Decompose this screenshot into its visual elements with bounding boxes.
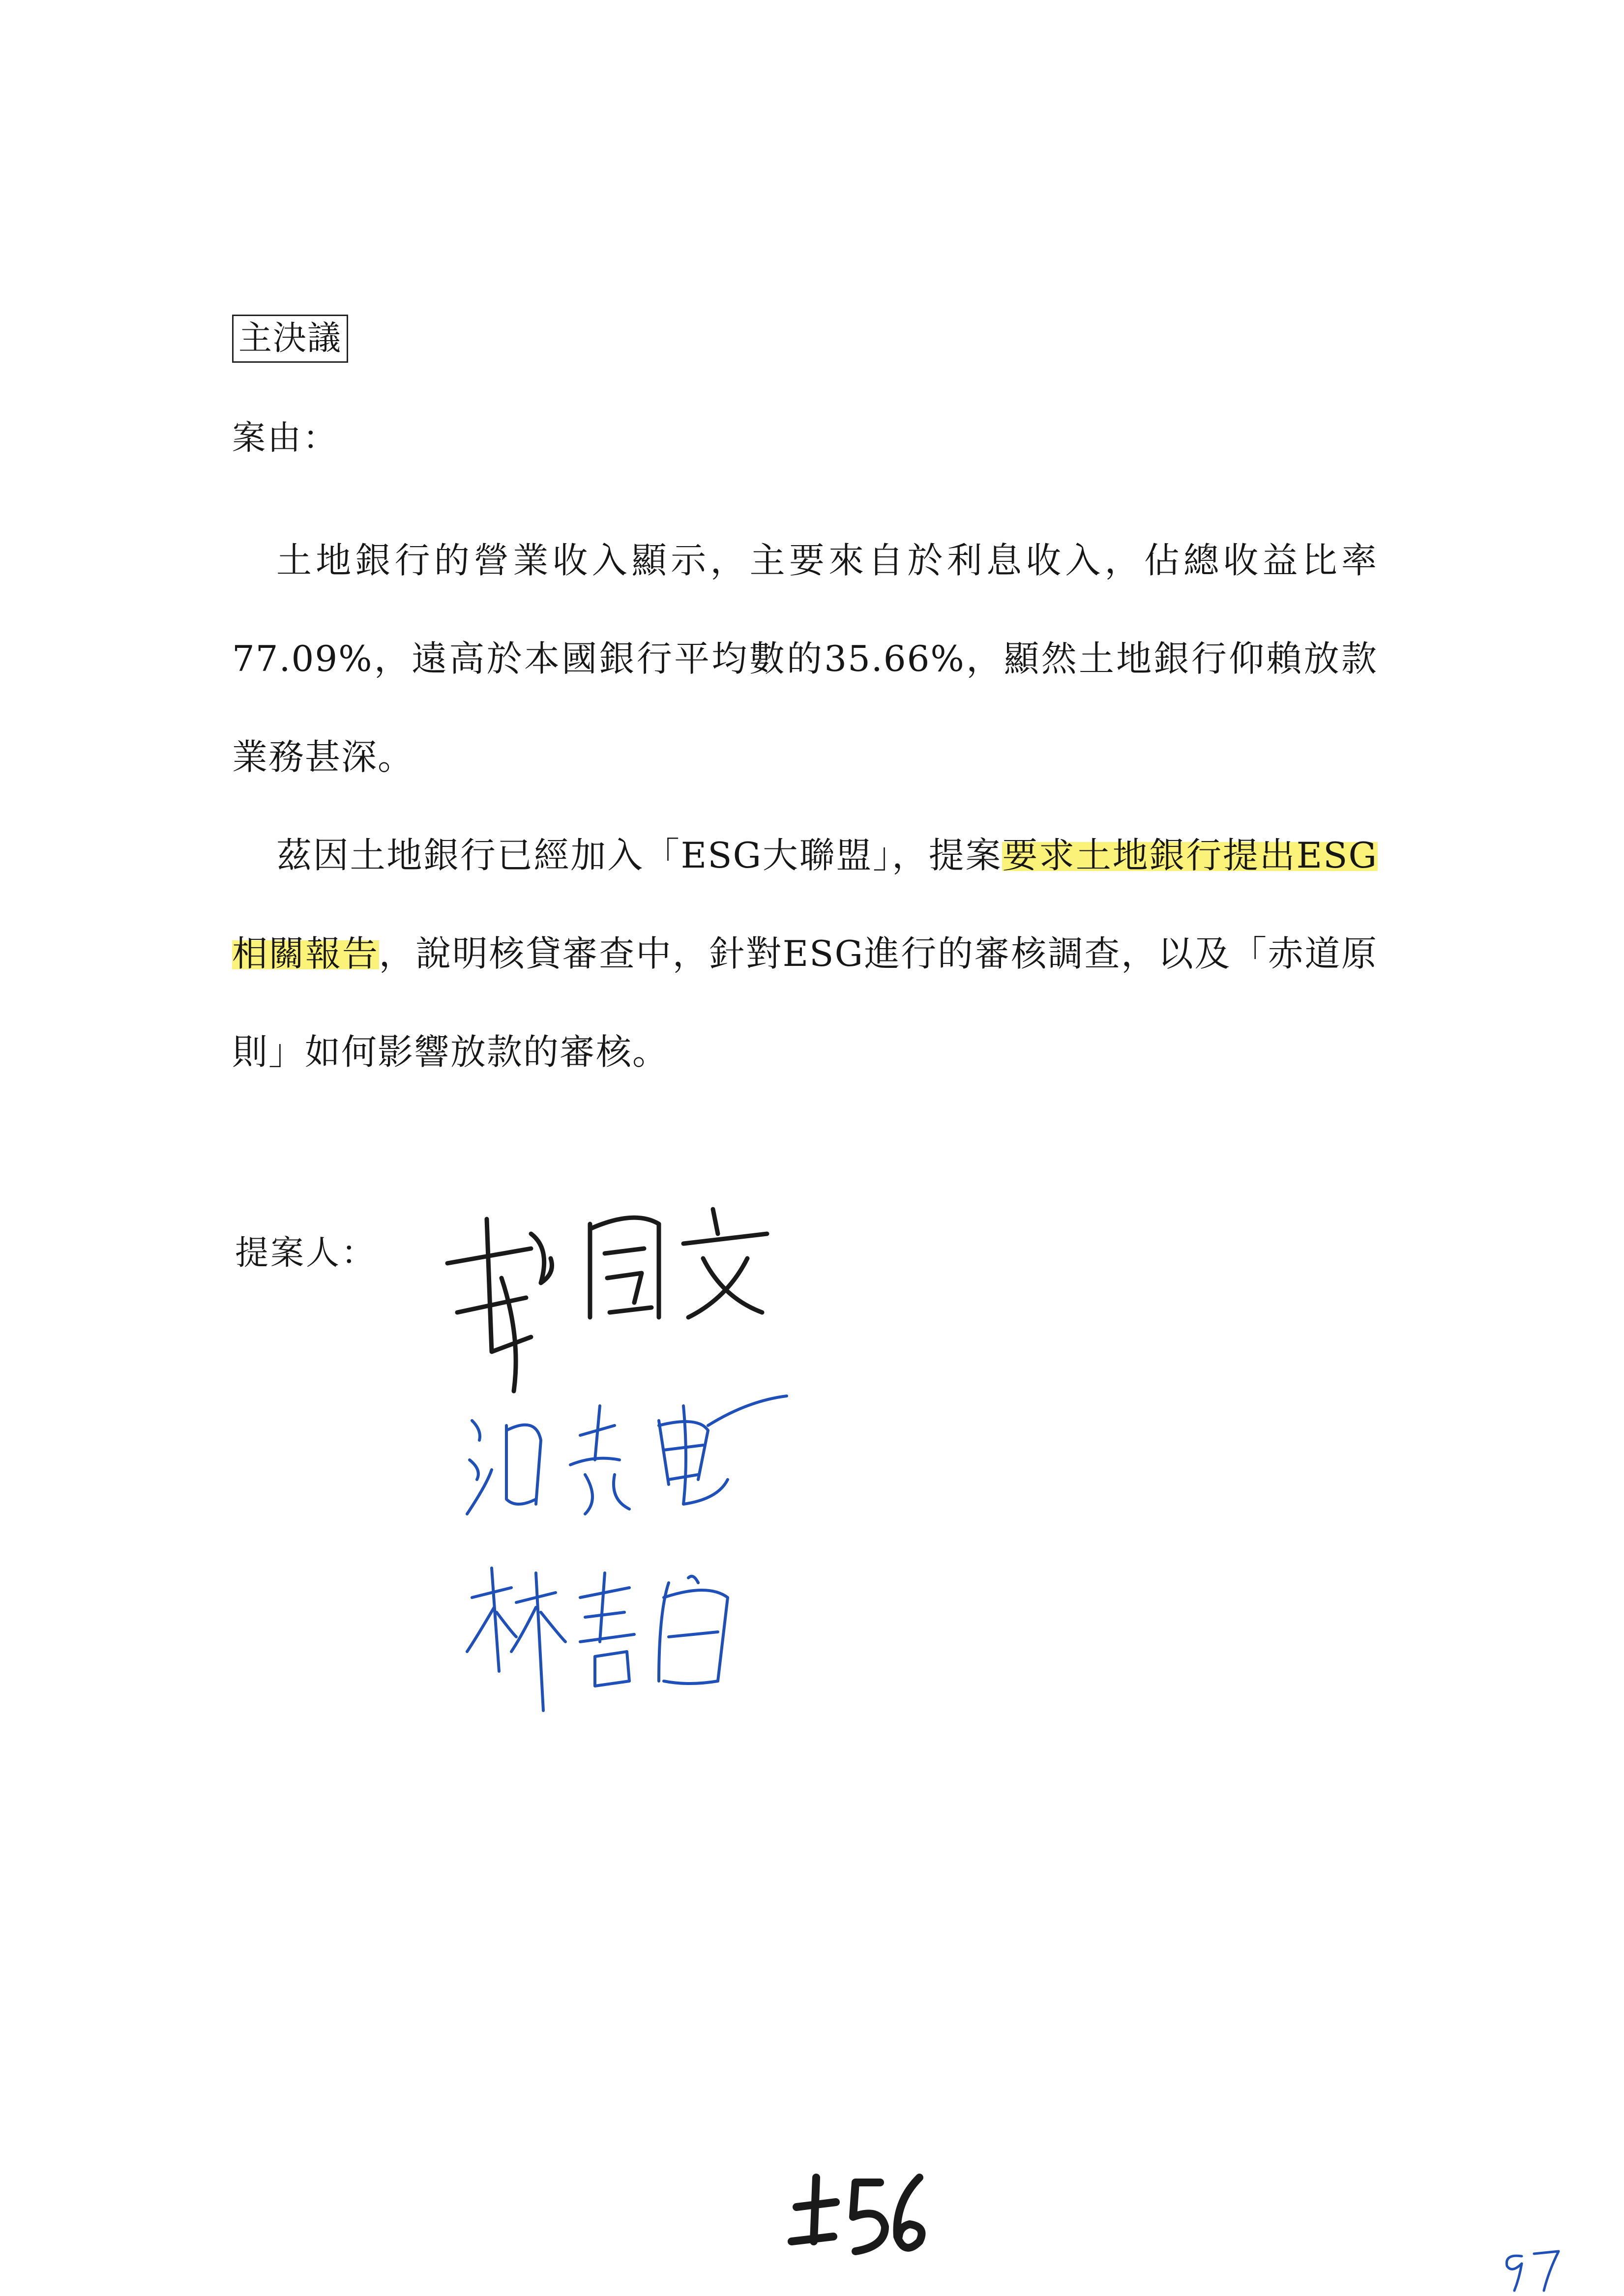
handwritten-corner-number [1500, 2241, 1568, 2296]
handwritten-page-number [787, 2168, 934, 2266]
handwritten-signature-2 [452, 1386, 797, 1534]
paragraph-esg-text-after: ，說明核貸審查中，針對ESG進行的審核調查，以及「赤道原則」如何影響放款的審核。 [232, 933, 1378, 1073]
proposer-label: 提案人： [235, 1234, 377, 1273]
resolution-title-box: 主決議 [232, 315, 348, 363]
case-reason-label: 案由： [232, 419, 339, 458]
highlighted-request-text: 要求土地銀行提出ESG相關報告 [232, 835, 1378, 974]
handwritten-signature-3 [452, 1553, 757, 1715]
paragraph-esg-text-before: 茲因土地銀行已經加入「ESG大聯盟」，提案 [276, 835, 1003, 876]
paragraph-esg-proposal [232, 806, 1378, 1101]
handwritten-signature-1 [428, 1190, 782, 1406]
paragraph-operating-income: 土地銀行的營業收入顯示，主要來自於利息收入，佔總收益比率77.09%，遠高於本國銀行平均數的35.66%，顯然土地銀行仰賴放款業務甚深。 [232, 540, 1378, 778]
